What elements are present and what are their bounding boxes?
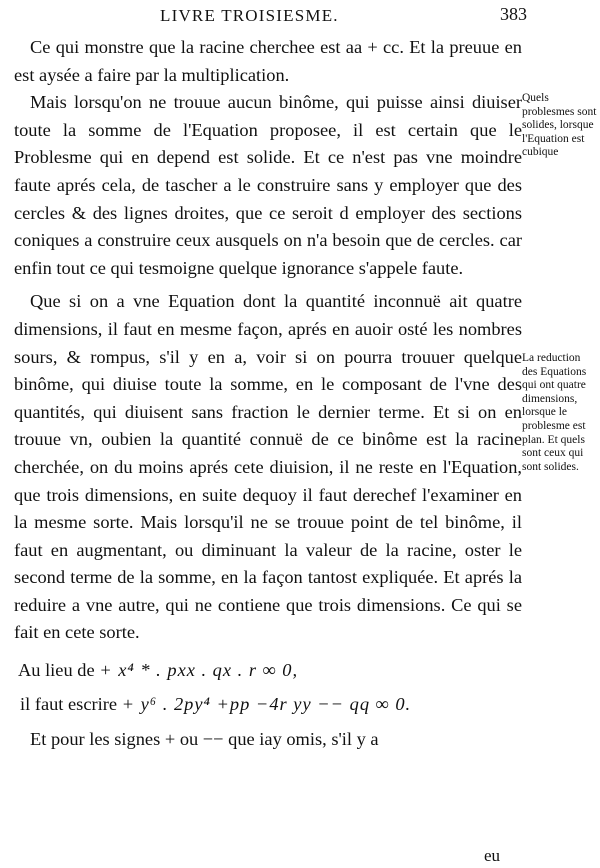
paragraph-3: Que si on a vne Equation dont la quantité inconnuë ait quatre dimensions, il faut en mesme façon, aprés en auoir osté les nombres sours, & rompus, s'il y en a, voir si on pourra trouuer quelque binôme, qui diuise toute la somme, en le composant de l'vne des quantités, qui diuisent sans fraction le dernier terme. Et si on en trouue vn, oubien la quantité connuë de ce binôme est la racine cherchée, on du moins aprés cete diuision, il ne reste en l'Equation, que trois dimensions, en suite dequoy il faut derechef l'examiner en la mesme sorte. Mais lorsqu'il ne se trouue point de tel binôme, il faut en augmentant, ou diminuant la valeur de la racine, oster le second terme de la somme, en la façon tantost expliquée. Et aprés la reduire a vne autre, qui ne contiene que trois dimensions. Ce qui se fait en cete sorte. [14, 291, 522, 643]
page-number: 383 [500, 4, 527, 24]
formula-2 [14, 691, 522, 719]
paragraph-1: Ce qui monstre que la racine cherchee est aa + cc. Et la preuue en est aysée a faire par la multiplication. [14, 37, 522, 85]
formula-1 [14, 657, 522, 685]
formula-1-expression: + x⁴ * . pxx . qx . r ∞ 0, [99, 660, 299, 681]
margin-note-reduction: La reduction des Equations qui ont quatre dimensions, lorsque le problesme est plan. Et quels sont ceux qui sont solides. [522, 352, 587, 473]
catchword: eu [484, 846, 501, 865]
margin-note-cubic: Quels problesmes sont solides, lorsque l'Equation est cubique [522, 92, 597, 159]
formula-2-lead: il faut escrire [20, 693, 118, 714]
paragraph-2: Mais lorsqu'on ne trouue aucun binôme, qui puisse ainsi diuiser toute la somme de l'Equation proposee, il est certain que le Problesme qui en depend est solide. Et ce n'est pas vne moindre faute aprés cela, de tascher a le construire sans y employer que des cercles & des lignes droites, que ce seroit d employer des sections coniques a construire ceux ausquels on n'a besoin que de cercles. car enfin tout ce qui tesmoigne quelque ignorance s'appele faute. [14, 92, 522, 278]
page-header [0, 4, 600, 30]
formula-1-lead: Au lieu de [18, 660, 95, 681]
formula-2-expression: + y⁶ . 2py⁴ +pp −4r yy −− qq ∞ 0. [121, 693, 412, 714]
running-head: LIVRE TROISIESME. [160, 6, 339, 25]
main-text [14, 34, 522, 754]
closing-line: Et pour les signes + ou −− que iay omis, s'il y a [30, 729, 379, 750]
